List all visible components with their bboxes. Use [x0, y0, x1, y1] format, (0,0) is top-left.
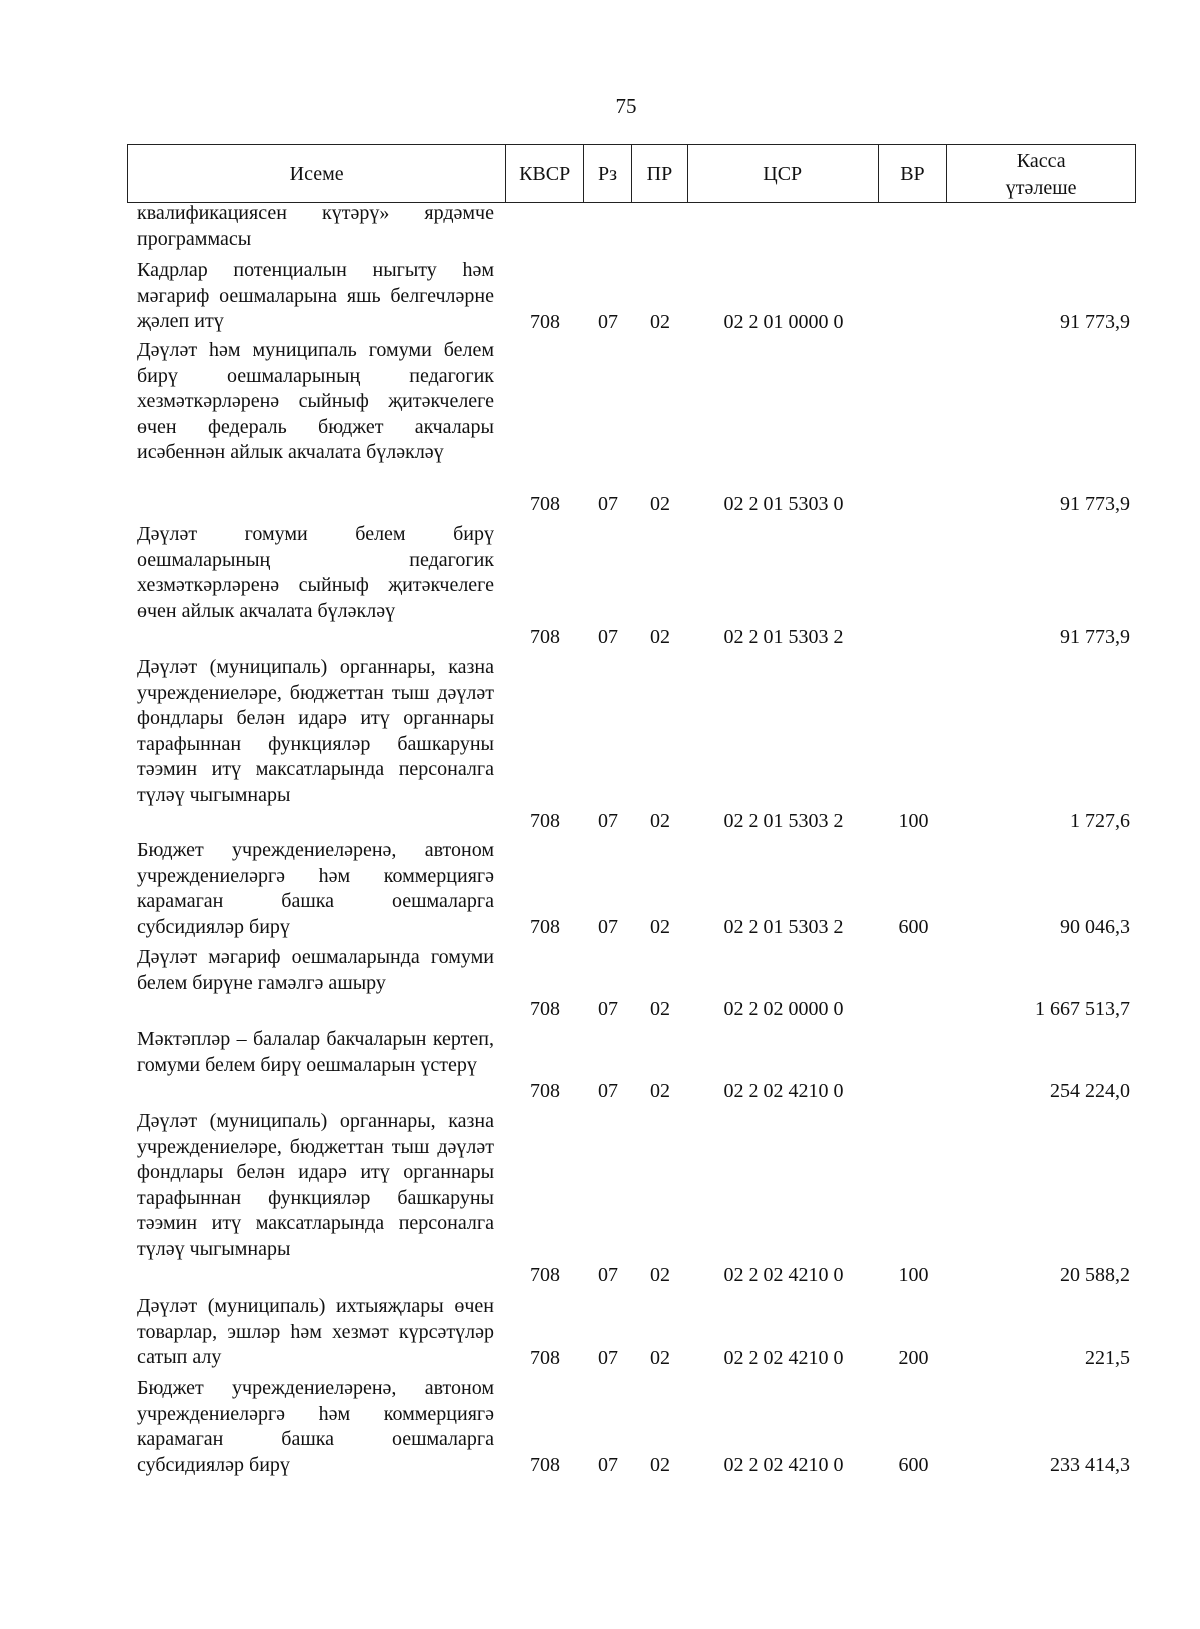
row-kassa: 20 588,2	[1060, 1263, 1130, 1286]
row-name: Дәүләт (муниципаль) органнары, казна учреждениеләре, бюджеттан тыш дәүләт фондлары белән идарә итү органнары тарафыннан функцияләр башкаруны тәэмин итү максатларында персоналга түләү чыгымнары	[137, 1110, 494, 1260]
row-pr: 02	[650, 915, 670, 938]
row-kvsr: 708	[530, 1346, 560, 1369]
row-kvsr: 708	[530, 1079, 560, 1102]
header-vr: ВР	[879, 145, 948, 202]
row-rz: 07	[598, 1263, 618, 1286]
table-row	[127, 522, 1136, 650]
row-name: Дәүләт (муниципаль) органнары, казна учреждениеләре, бюджеттан тыш дәүләт фондлары белән идарә итү органнары тарафыннан функцияләр башкаруны тәэмин итү максатларында персоналга түләү чыгымнары	[137, 656, 494, 806]
table-row	[127, 201, 1136, 252]
header-pr: ПР	[632, 145, 688, 202]
row-pr: 02	[650, 310, 670, 333]
row-name: Дәүләт гомуми белем бирү оешмаларының педагогик хезмәткәрләренә сыйныф җитәкчелеге өчен айлык акчалата бүләкләү	[137, 523, 494, 622]
table-row	[127, 1109, 1136, 1288]
row-kvsr: 708	[530, 1263, 560, 1286]
row-name: Дәүләт (муниципаль) ихтыяҗлары өчен товарлар, эшләр һәм хезмәт күрсәтүләр сатып алу	[137, 1295, 494, 1368]
row-pr: 02	[650, 492, 670, 515]
table-row	[127, 1376, 1136, 1478]
row-vr: 100	[898, 809, 929, 832]
row-pr: 02	[650, 997, 670, 1020]
row-rz: 07	[598, 625, 618, 648]
row-csr: 02 2 02 4210 0	[723, 1346, 844, 1369]
row-kvsr: 708	[530, 492, 560, 515]
row-pr: 02	[650, 1453, 670, 1476]
header-rz: Рз	[584, 145, 632, 202]
row-vr: 100	[898, 1263, 929, 1286]
row-kassa: 233 414,3	[1050, 1453, 1130, 1476]
table-row	[127, 338, 1136, 517]
row-vr: 600	[898, 1453, 929, 1476]
table-row	[127, 655, 1136, 834]
row-kassa: 254 224,0	[1050, 1079, 1130, 1102]
row-kvsr: 708	[530, 625, 560, 648]
row-pr: 02	[650, 809, 670, 832]
row-rz: 07	[598, 1079, 618, 1102]
table-row	[127, 258, 1136, 335]
row-csr: 02 2 01 5303 0	[723, 492, 844, 515]
row-rz: 07	[598, 997, 618, 1020]
row-kvsr: 708	[530, 1453, 560, 1476]
table-row	[127, 1294, 1136, 1371]
header-kassa-line1: Касса	[1016, 149, 1066, 172]
row-rz: 07	[598, 492, 618, 515]
table-row	[127, 945, 1136, 1022]
row-kvsr: 708	[530, 997, 560, 1020]
row-kassa: 91 773,9	[1060, 310, 1130, 333]
header-csr: ЦСР	[688, 145, 879, 202]
row-rz: 07	[598, 1346, 618, 1369]
row-csr: 02 2 01 5303 2	[723, 625, 844, 648]
row-name: Дәүләт һәм муниципаль гомуми белем бирү оешмаларының педагогик хезмәткәрләренә сыйныф җитәкчелеге өчен федераль бюджет акчалары исәбеннән айлык акчалата бүләкләү	[137, 339, 494, 463]
header-kassa	[947, 145, 1135, 202]
row-csr: 02 2 02 4210 0	[723, 1263, 844, 1286]
row-name: Бюджет учреждениеләренә, автоном учреждениеләргә һәм коммерциягә карамаган башка оешмаларга субсидияләр бирү	[137, 839, 494, 938]
header-name: Исеме	[128, 145, 506, 202]
row-name: Мәктәпләр – балалар бакчаларын кертеп, гомуми белем бирү оешмаларын үстерү	[137, 1028, 494, 1076]
row-name: Кадрлар потенциалын ныгыту һәм мәгариф оешмаларына яшь белгечләрне җәлеп итү	[137, 259, 494, 332]
row-kvsr: 708	[530, 915, 560, 938]
row-csr: 02 2 02 4210 0	[723, 1453, 844, 1476]
row-rz: 07	[598, 1453, 618, 1476]
row-pr: 02	[650, 1346, 670, 1369]
row-csr: 02 2 01 0000 0	[723, 310, 844, 333]
row-csr: 02 2 01 5303 2	[723, 809, 844, 832]
row-kvsr: 708	[530, 310, 560, 333]
row-pr: 02	[650, 1263, 670, 1286]
row-kassa: 90 046,3	[1060, 915, 1130, 938]
row-kvsr: 708	[530, 809, 560, 832]
row-kassa: 91 773,9	[1060, 492, 1130, 515]
row-vr: 600	[898, 915, 929, 938]
row-kassa: 91 773,9	[1060, 625, 1130, 648]
row-rz: 07	[598, 809, 618, 832]
row-csr: 02 2 01 5303 2	[723, 915, 844, 938]
header-kvsr: КВСР	[506, 145, 584, 202]
row-csr: 02 2 02 0000 0	[723, 997, 844, 1020]
page-number: 75	[615, 94, 637, 118]
row-kassa: 1 727,6	[1070, 809, 1130, 832]
row-pr: 02	[650, 625, 670, 648]
row-vr: 200	[898, 1346, 929, 1369]
row-name: квалификациясен күтәрү» ярдәмче программасы	[137, 202, 494, 250]
row-name: Бюджет учреждениеләренә, автоном учреждениеләргә һәм коммерциягә карамаган башка оешмаларга субсидияләр бирү	[137, 1377, 494, 1476]
row-name: Дәүләт мәгариф оешмаларында гомуми белем бирүне гамәлгә ашыру	[137, 946, 494, 994]
row-kassa: 1 667 513,7	[1035, 997, 1130, 1020]
row-kassa: 221,5	[1085, 1346, 1130, 1369]
row-rz: 07	[598, 915, 618, 938]
row-rz: 07	[598, 310, 618, 333]
table-row	[127, 1027, 1136, 1104]
table-row	[127, 838, 1136, 940]
row-csr: 02 2 02 4210 0	[723, 1079, 844, 1102]
row-pr: 02	[650, 1079, 670, 1102]
table-header	[127, 144, 1136, 203]
header-kassa-line2: үтәлеше	[1005, 176, 1077, 199]
